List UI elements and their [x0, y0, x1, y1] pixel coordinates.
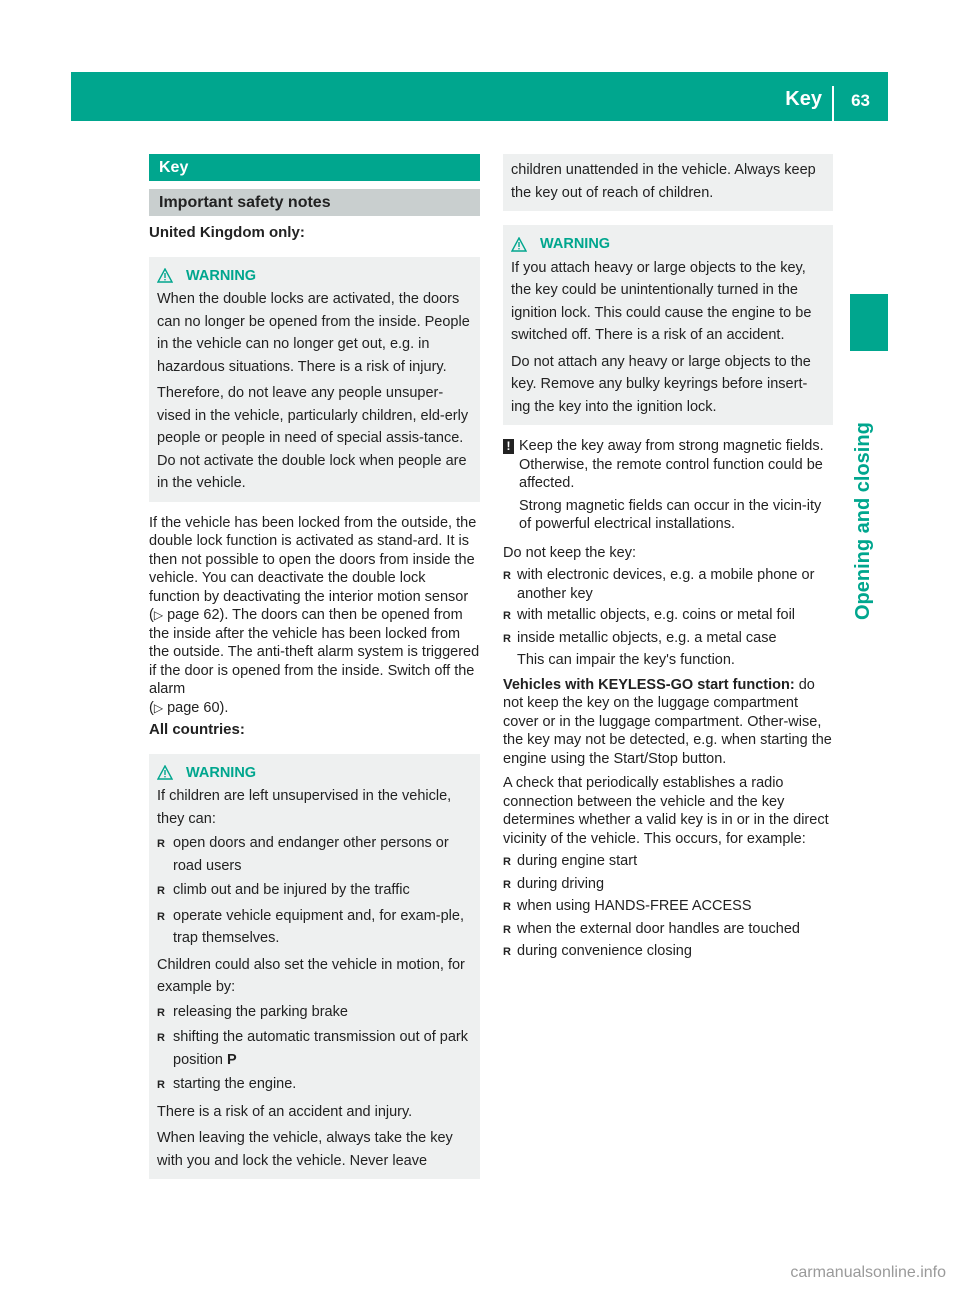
notice-mark [503, 437, 519, 538]
watermark-text: carmanualsonline.info [790, 1264, 946, 1281]
warning-heading [511, 233, 825, 256]
list-item [157, 1073, 472, 1097]
bullet-icon: R [157, 1006, 165, 1019]
bullet-icon: R [503, 923, 511, 936]
bullet-icon: R [503, 946, 511, 958]
warning-box-continued [503, 154, 833, 211]
keyless-go-label: Vehicles with KEYLESS-GO start function: [503, 676, 795, 693]
warning-text: If children are left unsupervised in the vehicle, they can: [157, 788, 452, 827]
warning-triangle-icon [157, 268, 173, 283]
warning-text: Children could also set the vehicle in motion, for example by: [157, 956, 465, 995]
list-item [503, 942, 833, 962]
body-paragraph: A check that periodically establishes a radio connection between the vehicle and the key determines whether a valid key is in or in the direct vicinity of the vehicle. This occurs, for example: [503, 775, 829, 847]
warning-text: children unattended in the vehicle. Always keep the key out of reach of children. [511, 162, 816, 201]
page-number: 63 [851, 91, 870, 110]
uk-label: United Kingdom only: [149, 224, 305, 241]
body-text: If the vehicle has been locked from the outside, the double lock function is activated as stand-ard. It is then not possible to open the doors from inside the vehicle. You can deactivate the double lock function by deactivating the interior motion sensor ( [149, 514, 477, 623]
list-item-text: inside metallic objects, e.g. a metal case [517, 629, 777, 646]
warning-title: WARNING [186, 267, 257, 284]
header-title: Key [785, 88, 822, 110]
list-item-text: when the external door handles are touched [517, 920, 800, 937]
page-ref-arrow-icon: ▷ [153, 608, 164, 622]
list-item [157, 905, 472, 950]
list-item-text: open doors and endanger other persons or road users [173, 835, 449, 874]
bullet-icon: R [503, 901, 511, 913]
body-text: do not keep the key on the luggage compartment cover or in the luggage compartment. Other-wise, the key may not be detected, e.g. when starting the engine using the Start/Stop button. [503, 676, 832, 767]
dont-keep-list [503, 566, 833, 670]
warning-text: Therefore, do not leave any people unsuper-vised in the vehicle, particularly children, eld-erly people or people in need of special assis-tance. Do not activate the double lock when people are in the vehicle. [157, 385, 469, 491]
list-item [157, 1026, 472, 1071]
warning-box-key-objects [503, 225, 833, 425]
list-item-text: during engine start [517, 853, 638, 869]
list-item [503, 566, 833, 603]
warning-title: WARNING [540, 236, 611, 252]
page-reference-link[interactable]: page 60 [167, 699, 220, 716]
notice-block [503, 437, 833, 538]
body-paragraph [503, 676, 833, 769]
header-separator [832, 86, 834, 121]
warning-triangle-icon [511, 237, 527, 252]
list-item-text [173, 1026, 472, 1071]
list-item-text: when using HANDS-FREE ACCESS [517, 898, 752, 914]
warning-title: WARNING [186, 764, 257, 781]
all-countries-label: All countries: [149, 721, 245, 738]
page-ref-arrow-icon: ▷ [153, 700, 164, 715]
warning-heading [157, 762, 472, 785]
list-item [157, 1001, 472, 1025]
subsection-title: Important safety notes [149, 189, 480, 216]
warning-text: Do not attach any heavy or large objects to the key. Remove any bulky keyrings before insert-ing the key into the ignition lock. [511, 353, 811, 415]
body-paragraph: If the vehicle has been locked from the outside, the double lock function is activated as stand-ard. It is then not possible to open the doors from inside the vehicle. You can deactivate the double lock function by deactivating the interior motion sensor (▷ page 62). The doors can then be opened from the inside after the vehicle has been locked from the outside. The anti-theft alarm system is triggered if the door is opened from the inside. Switch off the alarm (▷ page 60). [149, 514, 480, 716]
warning-text: When leaving the vehicle, always take the key with you and lock the vehicle. Never leave [157, 1130, 453, 1169]
check-list [503, 852, 833, 962]
section-title: Key [149, 154, 480, 181]
body-text: ). The doors can then be opened from the inside after the vehicle has been locked from the outside. The anti-theft alarm system is triggered if the door is opened from the inside. Switch off the alarm [149, 607, 480, 697]
list-item-text: during convenience closing [517, 943, 692, 959]
list-item [503, 875, 833, 895]
list-item-text: releasing the parking brake [173, 1003, 348, 1020]
list-item-text: with metallic objects, e.g. coins or metal foil [517, 607, 796, 623]
bullet-icon: R [503, 856, 511, 868]
page-reference-link[interactable]: page 62 [167, 607, 220, 623]
left-column [149, 154, 480, 1179]
bullet-icon: R [503, 570, 511, 582]
notice-text: Strong magnetic fields can occur in the vicin-ity of powerful electrical installations. [519, 497, 822, 532]
park-position-letter: P [227, 1051, 237, 1068]
bullet-icon: R [157, 1032, 165, 1044]
watermark [0, 1264, 960, 1282]
bullet-icon: R [503, 878, 511, 891]
list-item [503, 606, 833, 626]
warning-heading [157, 265, 472, 288]
list-item-text: during driving [517, 875, 605, 892]
warning-box-double-lock [149, 257, 480, 502]
list-item-text: with electronic devices, e.g. a mobile phone or another key [517, 567, 815, 602]
warning-text: When the double locks are activated, the doors can no longer be opened from the inside. People in the vehicle can no longer get out, e.g. in hazardous situations. There is a risk of injury. [157, 291, 470, 375]
list-item [503, 629, 833, 649]
list-item [503, 897, 833, 917]
list-item [503, 651, 833, 670]
right-column [503, 154, 833, 965]
warning-box-children [149, 754, 480, 1180]
bullet-icon: R [157, 838, 165, 850]
list-item-text-part: shifting the automatic transmission out of park position [173, 1029, 468, 1068]
warning-triangle-icon [157, 765, 173, 780]
bullet-icon: R [157, 910, 165, 923]
warning-text: If you attach heavy or large objects to the key, the key could be unintentionally turned in the ignition lock. This could cause the engine to be switched off. There is a risk of an accident. [511, 259, 812, 343]
bullet-icon: R [157, 1079, 165, 1091]
warning-text: There is a risk of an accident and injury. [157, 1103, 413, 1120]
bullet-icon: R [503, 632, 511, 645]
side-tab-label: Opening and closing [852, 422, 874, 620]
side-tab-marker [850, 294, 888, 351]
list-item-text: This can impair the key's function. [517, 652, 735, 668]
list-item-text: starting the engine. [173, 1076, 297, 1092]
list-item [503, 852, 833, 872]
list-item [503, 920, 833, 940]
list-item-text: operate vehicle equipment and, for exam-ple, trap themselves. [173, 907, 464, 946]
notice-text: Keep the key away from strong magnetic fields. Otherwise, the remote control function could be affected. [519, 438, 824, 491]
bullet-icon: R [157, 885, 165, 897]
body-paragraph: Do not keep the key: [503, 544, 636, 561]
body-text: ). [219, 699, 229, 716]
bullet-icon: R [503, 610, 511, 622]
list-item [157, 879, 472, 903]
list-item [157, 832, 472, 877]
list-item-text: climb out and be injured by the traffic [173, 882, 410, 898]
page-header-bar [71, 72, 888, 121]
exclamation-icon: ! [503, 439, 514, 454]
